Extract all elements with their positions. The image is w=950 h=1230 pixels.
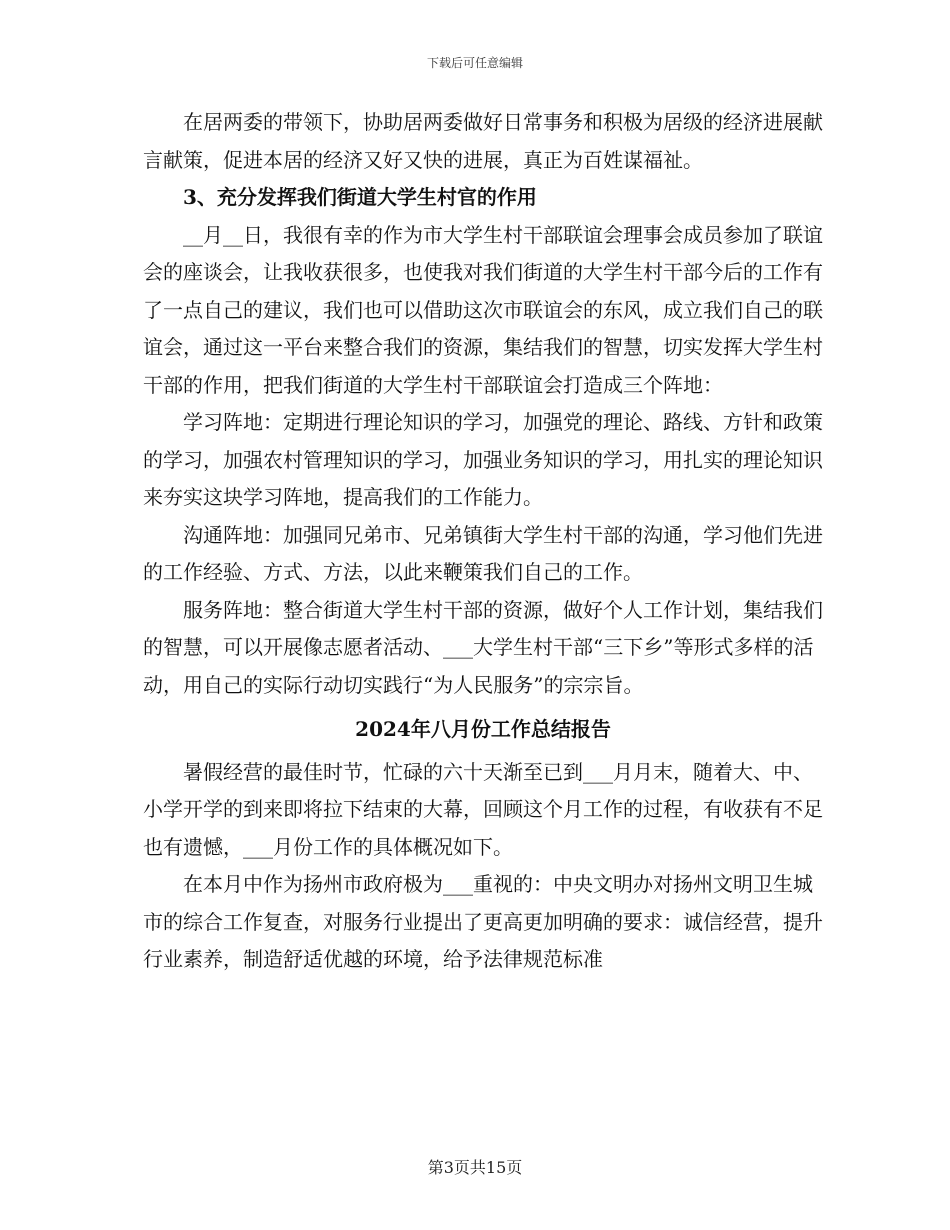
page-number: 第3页共15页 xyxy=(427,1158,523,1177)
paragraph-civilization-review: 在本月中作为扬州市政府极为___重视的：中央文明办对扬州文明卫生城市的综合工作复查，对服务行业提出了更高更加明确的要求：诚信经营，提升行业素养，制造舒适优越的环境，给予法律规范标准 xyxy=(143,872,823,971)
paragraph-learning-base: 学习阵地：定期进行理论知识的学习，加强党的理论、路线、方针和政策的学习，加强农村管理知识的学习，加强业务知识的学习，用扎实的理论知识来夯实这块学习阵地，提高我们的工作能力。 xyxy=(143,410,823,509)
section-heading-3: 3、充分发挥我们街道大学生村官的作用 xyxy=(183,185,537,209)
paragraph-residents-committee: 在居两委的带领下，协助居两委做好日常事务和积极为居级的经济进展献言献策，促进本居的经济又好又快的进展，真正为百姓谋福祉。 xyxy=(143,110,823,172)
paragraph-service-base: 服务阵地：整合街道大学生村干部的资源，做好个人工作计划，集结我们的智慧，可以开展像志愿者活动、___大学生村干部“三下乡”等形式多样的活动，用自己的实际行动切实践行“为人民服务”的宗宗旨。 xyxy=(143,597,823,697)
paragraph-summer-business: 暑假经营的最佳时节，忙碌的六十天渐至已到___月月末，随着大、中、小学开学的到来即将拉下结束的大幕，回顾这个月工作的过程，有收获有不足也有遗憾，___月份工作的具体概况如下。 xyxy=(143,759,823,859)
page-header-note: 下载后可任意编辑 xyxy=(426,56,523,70)
paragraph-alliance-meeting: __月__日，我很有幸的作为市大学生村干部联谊会理事会成员参加了联谊会的座谈会，让我收获很多，也使我对我们街道的大学生村干部今后的工作有了一点自己的建议，我们也可以借助这次市联谊会的东风，成立我们自己的联谊会，通过这一平台来整合我们的资源，集结我们的智慧，切实发挥大学生村干部的作用，把我们街道的大学生村干部联谊会打造成三个阵地： xyxy=(143,222,823,397)
report-title: 2024年八月份工作总结报告 xyxy=(355,717,611,741)
paragraph-communication-base: 沟通阵地：加强同兄弟市、兄弟镇街大学生村干部的沟通，学习他们先进的工作经验、方式、方法，以此来鞭策我们自己的工作。 xyxy=(143,522,823,584)
document-body xyxy=(143,104,823,979)
